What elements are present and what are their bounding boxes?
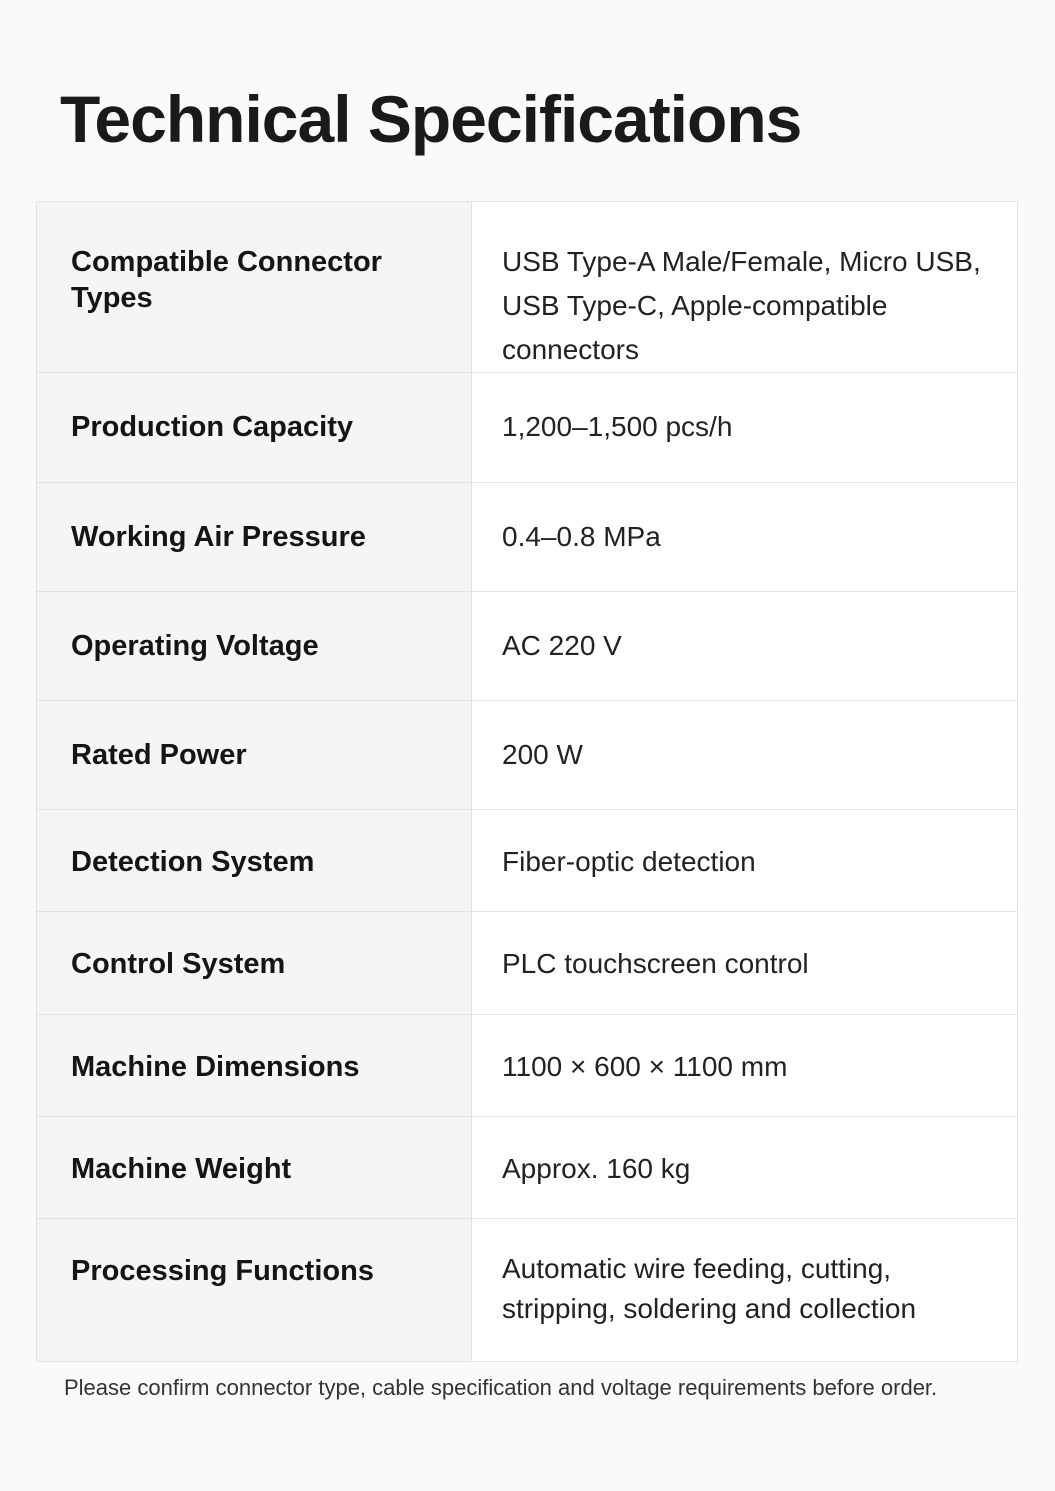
spec-value: 0.4–0.8 MPa [502,521,661,552]
spec-value-cell [472,912,1018,1015]
spec-label-cell [37,1015,472,1117]
spec-row-control-system [37,912,1018,1015]
spec-value: 1100 × 600 × 1100 mm [502,1051,788,1082]
spec-label-cell [37,483,472,592]
spec-label: Machine Weight [71,1153,292,1185]
spec-value-cell [472,1219,1018,1362]
spec-value-cell [472,592,1018,701]
spec-label-cell [37,912,472,1015]
spec-row-production-capacity [37,373,1018,483]
spec-value: 200 W [502,739,583,770]
spec-value: Approx. 160 kg [502,1153,691,1184]
spec-label: Operating Voltage [71,630,319,662]
spec-table [36,201,1018,1362]
spec-value-cell [472,1117,1018,1219]
spec-label: Control System [71,948,286,980]
spec-row-connector-types [37,202,1018,373]
spec-label-cell [37,202,472,373]
spec-value-cell [472,202,1018,373]
spec-row-operating-voltage [37,592,1018,701]
spec-label: Working Air Pressure [71,521,366,553]
page-title: Technical Specifications [60,82,802,156]
spec-value: PLC touchscreen control [502,948,809,979]
spec-row-detection-system [37,810,1018,912]
spec-value-cell [472,373,1018,483]
spec-label: Detection System [71,846,315,878]
order-note: Please confirm connector type, cable specification and voltage requirements before order. [64,1375,938,1400]
spec-value-cell [472,810,1018,912]
spec-value: AC 220 V [502,630,622,661]
spec-label-cell [37,1117,472,1219]
spec-value-cell [472,701,1018,810]
spec-value: 1,200–1,500 pcs/h [502,411,733,442]
spec-label: Machine Dimensions [71,1051,360,1083]
spec-value: USB Type-A Male/Female, Micro USB, USB Type-C, Apple-compatible connectors [502,246,981,365]
spec-label-cell [37,810,472,912]
spec-row-rated-power [37,701,1018,810]
spec-label: Compatible Connector Types [71,246,382,314]
spec-row-air-pressure [37,483,1018,592]
spec-label-cell [37,373,472,483]
spec-label: Production Capacity [71,411,353,443]
spec-value: Automatic wire feeding, cutting, stripping, soldering and collection [502,1253,917,1324]
spec-label-cell [37,592,472,701]
spec-label-cell [37,1219,472,1362]
spec-row-machine-dimensions [37,1015,1018,1117]
spec-row-processing-functions [37,1219,1018,1362]
spec-value-cell [472,483,1018,592]
spec-row-machine-weight [37,1117,1018,1219]
spec-value: Fiber-optic detection [502,846,756,877]
spec-label: Rated Power [71,739,247,771]
spec-label-cell [37,701,472,810]
spec-label: Processing Functions [71,1255,374,1287]
spec-value-cell [472,1015,1018,1117]
